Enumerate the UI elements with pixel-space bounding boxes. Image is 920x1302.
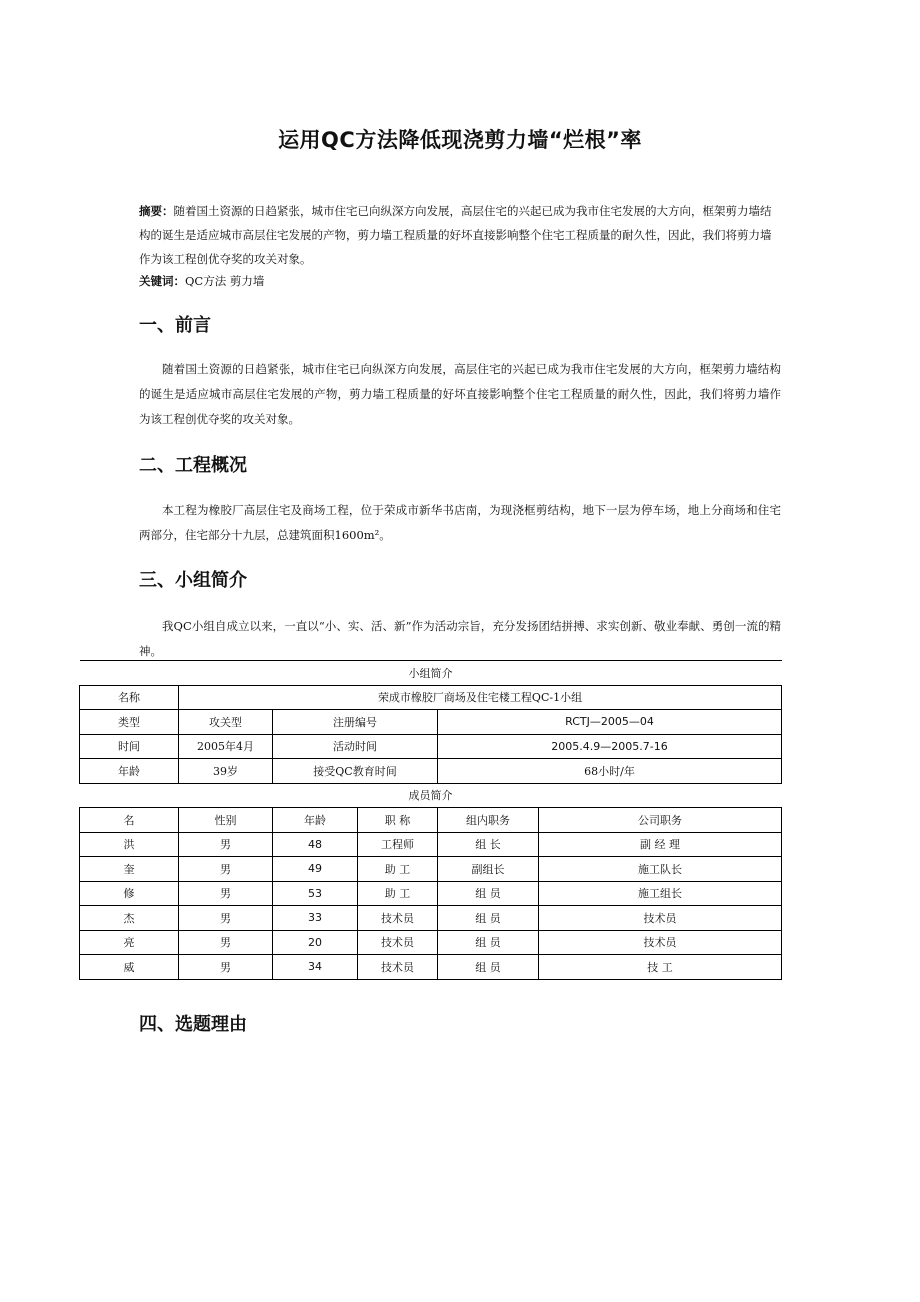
keywords-label: 关键词：	[139, 274, 185, 288]
table-cell: 组 员	[438, 955, 539, 980]
table-cell: 注册编号	[273, 710, 438, 735]
table-cell: 副组长	[438, 857, 539, 882]
table-cell: 奎	[80, 857, 179, 882]
section-heading-topic-reason: 四、选题理由	[139, 1014, 247, 1035]
table-member-header-row	[80, 783, 782, 808]
table-row	[80, 734, 782, 759]
section-text-intro: 随着国土资源的日趋紧张，城市住宅已向纵深方向发展，高层住宅的兴起已成为我市住宅发展的大方向，框架剪力墙结构的诞生是适应城市高层住宅发展的产物，剪力墙工程质量的好坏直接影响整个住宅工程质量的耐久性，因此，我们将剪力墙作为该工程创优夺奖的攻关对象。	[139, 362, 781, 426]
section-text-overview: 本工程为橡胶厂高层住宅及商场工程，位于荣成市新华书店南，为现浇框剪结构，地下一层为停车场，地上分商场和住宅两部分，住宅部分十九层，总建筑面积1600m²。	[139, 503, 781, 542]
table-cell: 53	[273, 881, 358, 906]
table-cell: 杰	[80, 906, 179, 931]
table-cell: 修	[80, 881, 179, 906]
table-row	[80, 906, 782, 931]
table-row	[80, 857, 782, 882]
table-cell: 攻关型	[179, 710, 273, 735]
abstract	[139, 199, 781, 271]
column-header: 公司职务	[539, 808, 782, 833]
table-cell: 男	[179, 930, 273, 955]
abstract-text: 随着国土资源的日趋紧张，城市住宅已向纵深方向发展，高层住宅的兴起已成为我市住宅发展的大方向，框架剪力墙结构的诞生是适应城市高层住宅发展的产物，剪力墙工程质量的好坏直接影响整个住宅工程质量的耐久性，因此，我们将剪力墙作为该工程创优夺奖的攻关对象。	[139, 204, 772, 266]
table-cell: 施工组长	[539, 881, 782, 906]
table-row	[80, 685, 782, 710]
table-cell: 副 经 理	[539, 832, 782, 857]
table-cell: 技术员	[358, 906, 438, 931]
table-cell: 2005年4月	[179, 734, 273, 759]
section-heading-team: 三、小组简介	[139, 570, 247, 591]
table-cell: 活动时间	[273, 734, 438, 759]
keywords-text: QC方法 剪力墙	[185, 274, 265, 288]
keywords	[139, 271, 781, 291]
table-cell: 荣成市橡胶厂商场及住宅楼工程QC-1小组	[179, 685, 782, 710]
table-cell: 男	[179, 906, 273, 931]
column-header: 性别	[179, 808, 273, 833]
table-cell: 时间	[80, 734, 179, 759]
table-cell: 威	[80, 955, 179, 980]
table-cell: 技术员	[539, 906, 782, 931]
table-cell: 技术员	[358, 955, 438, 980]
column-header: 年龄	[273, 808, 358, 833]
team-table-wrap	[118, 660, 781, 989]
table-cell: 48	[273, 832, 358, 857]
table-cell: 技术员	[539, 930, 782, 955]
table-cell: 33	[273, 906, 358, 931]
table-cell: 男	[179, 857, 273, 882]
table-cell: 2005.4.9—2005.7-16	[438, 734, 782, 759]
table-cell: 名称	[80, 685, 179, 710]
team-table	[79, 660, 782, 980]
column-header: 职 称	[358, 808, 438, 833]
document-title: 运用QC方法降低现浇剪力墙“烂根”率	[278, 128, 642, 152]
table-row	[80, 759, 782, 784]
abstract-label: 摘要：	[139, 204, 174, 218]
table-cell: 类型	[80, 710, 179, 735]
section-heading-overview: 二、工程概况	[139, 455, 247, 476]
table-row	[80, 930, 782, 955]
table-cell: 68小时/年	[438, 759, 782, 784]
table-cell: 男	[179, 881, 273, 906]
table-cell: 49	[273, 857, 358, 882]
group-header-cell: 小组简介	[80, 661, 782, 686]
member-header-cell: 成员简介	[80, 783, 782, 808]
table-column-header-row	[80, 808, 782, 833]
table-cell: 34	[273, 955, 358, 980]
section-text-team: 我QC小组自成立以来，一直以“小、实、活、新”作为活动宗旨，充分发扬团结拼搏、求实创新、敬业奉献、勇创一流的精神。	[139, 619, 781, 658]
table-cell: 20	[273, 930, 358, 955]
table-cell: 年龄	[80, 759, 179, 784]
table-row	[80, 832, 782, 857]
column-header: 组内职务	[438, 808, 539, 833]
table-cell: 亮	[80, 930, 179, 955]
table-cell: 助 工	[358, 881, 438, 906]
table-cell: 施工队长	[539, 857, 782, 882]
table-row	[80, 881, 782, 906]
table-cell: 助 工	[358, 857, 438, 882]
table-cell: 组 长	[438, 832, 539, 857]
table-cell: 组 员	[438, 930, 539, 955]
table-cell: 男	[179, 832, 273, 857]
table-group-header-row	[80, 661, 782, 686]
table-cell: 组 员	[438, 906, 539, 931]
table-cell: 工程师	[358, 832, 438, 857]
table-cell: 技 工	[539, 955, 782, 980]
table-cell: 男	[179, 955, 273, 980]
table-row	[80, 710, 782, 735]
table-cell: 组 员	[438, 881, 539, 906]
section-heading-intro: 一、前言	[139, 315, 211, 336]
table-row	[80, 955, 782, 980]
table-cell: 洪	[80, 832, 179, 857]
table-cell: 接受QC教育时间	[273, 759, 438, 784]
table-cell: 39岁	[179, 759, 273, 784]
column-header: 名	[80, 808, 179, 833]
table-cell: RCTJ—2005—04	[438, 710, 782, 735]
table-cell: 技术员	[358, 930, 438, 955]
